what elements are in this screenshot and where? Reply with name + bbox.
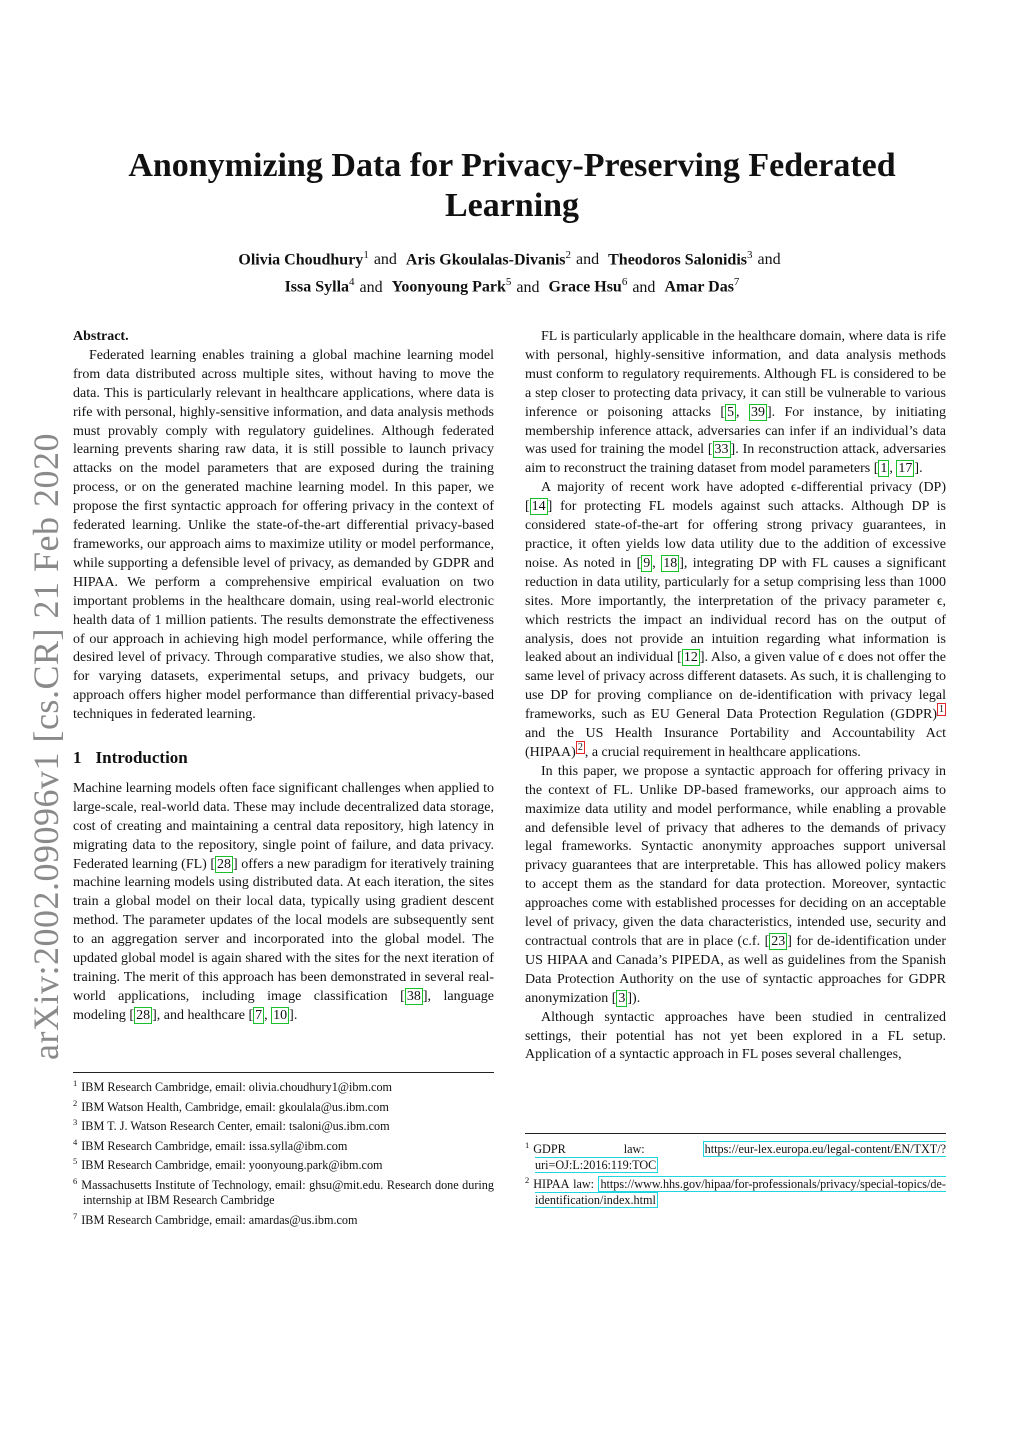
citation-link[interactable]: 33	[714, 442, 729, 458]
author-separator: and	[516, 278, 540, 296]
citation-link[interactable]: 28	[217, 856, 232, 872]
citation-link[interactable]: 28	[136, 1007, 151, 1023]
abstract-heading: Abstract.	[73, 329, 129, 344]
section-heading-introduction	[73, 749, 494, 768]
footnote: $^2$ HIPAA law: https://www.hhs.gov/hipaa/for-professionals/privacy/special-topics/de-identification/index.html	[525, 1175, 946, 1207]
section-number: 1	[73, 748, 82, 768]
citation-link[interactable]: 17	[898, 461, 913, 477]
paper-title: Anonymizing Data for Privacy-Preserving Federated Learning	[128, 147, 896, 224]
author-separator: and	[757, 251, 781, 269]
footnote: $^1$ IBM Research Cambridge, email: olivia.choudhury1@ibm.com	[73, 1078, 393, 1095]
citation-link[interactable]: 1	[880, 461, 888, 477]
intro-paragraph-1: Machine learning models often face significant challenges when applied to large-scale, real-world data. These may include decentralized data storage, cost of creating and maintaining a central data repository, high latency in migrating data to the repository, single point of failure, and data privacy. Federated learning (FL) [ 28 ] offers a new paradigm for iteratively training machine learning models using distributed data. At each iteration, the sites train a global model on their local data, typically using gradient descent method. The parameter updates of the local models are subsequently sent to an aggregation server and incorporated into the global model. The updated global model is again shared with the sites for the next iteration of training. The merit of this approach has been demonstrated in several real-world applications, including image classification [ 38 ], language modeling [ 28 ], and healthcare [ 7 , 10 ].	[73, 780, 495, 1023]
citation-link[interactable]: 9	[643, 555, 651, 571]
citation-link[interactable]: 3	[618, 990, 626, 1006]
intro-paragraph-4: In this paper, we propose a syntactic approach for offering privacy in the context of FL. Unlike DP-based frameworks, our approach aims to maximize data utility and model performance, while enabling a provable and defensible level of privacy that adheres to the demands of privacy legal frameworks. Syntactic anonymity approaches support universal privacy guarantees that are interpretable. This has allowed policy makers to accept them as the standard for data protection. Moreover, syntactic approaches come with established processes for deciding on an acceptable level of privacy, given the data characteristics, intended use, security and contractual controls that are in place (c.f. [ 23 ] for de-identification under US HIPAA and Canada’s PIPEDA, as well as guidelines from the Spanish Data Protection Authority on the use of syntactic approaches for GDPR anonymization [ 3 ]).	[525, 763, 947, 1006]
footnote: $^7$ IBM Research Cambridge, email: amardas@us.ibm.com	[73, 1210, 358, 1227]
abstract-text: Federated learning enables training a global machine learning model from data distributed across multiple sites, without having to move the data. This is particularly relevant in healthcare applications, where data is rife with personal, highly-sensitive information, and data analysis methods must provably comply with regulatory guidelines. Although federated learning prevents sharing raw data, it is still possible to launch privacy attacks on the model parameters that are exposed during the training process, or on the generated machine learning model. In this paper, we propose the first syntactic approach for offering privacy in the context of federated learning. Unlike the state-of-the-art differential privacy-based frameworks, our approach aims to maximize utility or model performance, while supporting a defensible level of privacy, as demanded by GDPR and HIPAA. We perform a comprehensive empirical evaluation on two important problems in the healthcare domain, using real-world electronic health data of 1 million patients. The results demonstrate the effectiveness of our approach in achieving high model performance, while offering the desired level of privacy. Through comparative studies, we also show that, for varying datasets, experimental setups, and privacy budgets, our approach offers higher model performance than differential privacy-based techniques in federated learning.	[73, 347, 494, 723]
author-separator: and	[359, 278, 383, 296]
section-title: Introduction	[95, 748, 188, 768]
author-name: Theodoros Salonidis	[608, 251, 747, 269]
author-name: Yoonyoung Park	[391, 278, 506, 296]
author-separator: and	[373, 251, 397, 269]
author-name: Issa Sylla	[284, 278, 350, 296]
citation-link[interactable]: 39	[750, 404, 765, 420]
hipaa-url-link[interactable]: https://www.hhs.gov/hipaa/for-professionals/privacy/special-topics/de-identification/index.html	[535, 1177, 946, 1207]
intro-paragraph-2: FL is particularly applicable in the healthcare domain, where data is rife with personal, highly-sensitive information, and data analysis methods must conform to regulatory requirements. Although FL is considered to be a step closer to protecting data privacy, it can still be vulnerable to various inference or poisoning attacks [ 5 , 39 ]. For instance, by initiating membership inference attack, adversaries can infer if an individual’s data was used for training the model [ 33 ]. In reconstruction attack, adversaries aim to reconstruct the training dataset from model parameters [ 1 , 17 ].	[525, 329, 947, 477]
footnote: $^3$ IBM T. J. Watson Research Center, email: tsaloni@us.ibm.com	[73, 1117, 390, 1134]
footnote-ref-link[interactable]: 1	[939, 704, 944, 716]
citation-link[interactable]: 7	[255, 1007, 263, 1023]
footnote: $^4$ IBM Research Cambridge, email: issa.sylla@ibm.com	[73, 1136, 348, 1153]
footnote: $^5$ IBM Research Cambridge, email: yoonyoung.park@ibm.com	[73, 1156, 383, 1173]
citation-link[interactable]: 10	[273, 1007, 288, 1023]
author-name: Aris Gkoulalas-Divanis	[405, 251, 566, 269]
left-column	[73, 328, 494, 1026]
author-name: Olivia Choudhury	[238, 251, 364, 269]
author-name: Grace Hsu	[548, 278, 622, 296]
gdpr-url-link[interactable]: https://eur-lex.europa.eu/legal-content/EN/TXT/?uri=OJ:L:2016:119:TOC	[535, 1142, 946, 1172]
author-affiliation-mark: 5	[505, 276, 512, 289]
author-affiliation-mark: 2	[565, 249, 572, 261]
author-affiliation-mark: 1	[363, 249, 369, 261]
footnote-rule	[525, 1133, 946, 1134]
url-footnotes	[525, 1138, 946, 1208]
footnote: $^6$ Massachusetts Institute of Technology, email: ghsu@mit.edu. Research done during internship at IBM Research Cambridge	[73, 1175, 494, 1208]
citation-link[interactable]: 18	[663, 555, 678, 571]
citation-link[interactable]: 23	[771, 934, 786, 949]
footnote-rule	[73, 1072, 494, 1073]
author-affiliation-mark: 6	[621, 276, 628, 289]
footnote: $^1$ GDPR law: https://eur-lex.europa.eu/legal-content/EN/TXT/?uri=OJ:L:2016:119:TOC	[525, 1140, 946, 1172]
author-name: Amar Das	[664, 278, 734, 296]
citation-link[interactable]: 14	[531, 499, 546, 515]
intro-paragraph-5: Although syntactic approaches have been studied in centralized settings, their potential has not yet been explored in a FL setup. Application of a syntactic approach in FL poses several challenges,	[525, 1009, 946, 1063]
author-separator: and	[632, 278, 656, 296]
author-affiliation-mark: 3	[747, 249, 753, 261]
arxiv-identifier-stamp: arXiv:2002.09096v1 [cs.CR] 21 Feb 2020	[26, 433, 66, 1060]
author-list	[100, 244, 924, 299]
intro-paragraph-3: A majority of recent work have adopted ϵ-differential privacy (DP) [ 14 ] for protecting FL models against such attacks. Although DP is considered state-of-the-art for offering strong privacy guarantees, in practice, it often yields low data utility due to the addition of excessive noise. As noted in [ 9 , 18 ], integrating DP with FL causes a significant reduction in data utility, particularly for a setup comprising less than 1000 sites. More importantly, the interpretation of the privacy parameter ϵ, which restricts the impact an individual record has on the output of analysis, does not provide an intuition regarding what information is leaked about an individual [ 12 ]. Also, a given value of ϵ does not offer the same level of privacy across different datasets. As such, it is challenging to use DP for proving compliance on de-identification with privacy legal frameworks, such as EU General Data Protection Regulation (GDPR) $^1$ and the US Health Insurance Portability and Accountability Act (HIPAA) $^2$ , a crucial requirement in healthcare applications.	[525, 480, 946, 760]
citation-link[interactable]: 38	[406, 988, 421, 1004]
author-separator: and	[576, 251, 600, 269]
right-column	[525, 328, 946, 1065]
footnote: $^2$ IBM Watson Health, Cambridge, email: gkoulala@us.ibm.com	[73, 1097, 389, 1114]
author-footnotes	[73, 1076, 494, 1228]
citation-link[interactable]: 5	[727, 404, 735, 420]
author-affiliation-mark: 7	[733, 276, 740, 289]
citation-link[interactable]: 12	[683, 650, 698, 666]
footnote-ref-link[interactable]: 2	[577, 742, 583, 754]
author-affiliation-mark: 4	[349, 276, 355, 289]
